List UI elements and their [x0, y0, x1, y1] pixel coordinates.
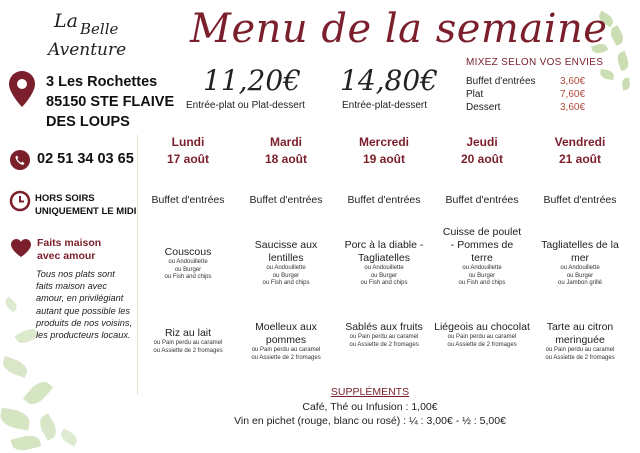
dessert-option: ou Pain perdu au caramel — [447, 334, 517, 340]
day-name: Vendredi — [554, 135, 606, 149]
dessert-option: ou Assiette de 2 fromages — [349, 341, 419, 348]
mix-item-name: Plat — [466, 89, 484, 100]
dessert-option: ou Assiette de 2 fromages — [545, 354, 615, 361]
main-option: ou Fish and chips — [164, 274, 212, 280]
dessert-dish: Tarte au citron meringuée — [546, 321, 614, 346]
day-date: 17 août — [166, 152, 209, 166]
main-option: ou Andouillette — [266, 265, 306, 271]
mix-item-price: 3,60€ — [560, 76, 586, 87]
price-formula-1: 11,20€ — [203, 64, 301, 97]
day-header-lundi — [140, 134, 236, 168]
hours-line2: UNIQUEMENT LE MIDI — [35, 206, 137, 217]
dessert-option: ou Pain perdu au caramel — [251, 347, 321, 353]
main-dish: Porc à la diable - Tagliatelles — [344, 239, 424, 264]
logo-line2: Belle — [80, 20, 119, 38]
column-divider — [137, 135, 138, 395]
homemade-title-line2: avec amour — [37, 250, 96, 262]
location-pin-icon — [8, 70, 36, 108]
dessert-vendredi — [532, 321, 628, 362]
day-date: 20 août — [460, 152, 503, 166]
main-dish: Couscous — [164, 246, 212, 258]
mix-item-price: 3,60€ — [560, 102, 586, 113]
day-date: 19 août — [362, 152, 405, 166]
opening-hours — [35, 192, 136, 218]
main-option: ou Andouillette — [462, 265, 502, 271]
clock-icon — [9, 190, 31, 212]
dessert-dish: Liégeois au chocolat — [434, 321, 530, 333]
dessert-mardi — [238, 321, 334, 362]
mix-title: MIXEZ SELON VOS ENVIES — [466, 57, 604, 68]
dessert-option: ou Pain perdu au caramel — [349, 334, 419, 340]
day-date: 18 août — [264, 152, 307, 166]
main-vendredi — [532, 239, 628, 288]
dessert-dish: Sablés aux fruits — [345, 321, 423, 333]
main-option: ou Fish and chips — [458, 280, 506, 286]
page-title: Menu de la semaine — [190, 6, 608, 52]
day-header-mercredi — [336, 134, 432, 168]
phone-number[interactable]: 02 51 34 03 65 — [37, 151, 134, 167]
main-option: ou Fish and chips — [360, 280, 408, 286]
homemade-text: Tous nos plats sont faits maison avec amour, en privilégiant autant que possible les produits de nos voisins, les producteurs locaux. — [36, 269, 133, 341]
phone-icon — [10, 150, 30, 170]
dessert-option: ou Assiette de 2 fromages — [153, 347, 223, 354]
dessert-dish: Riz au lait — [164, 327, 212, 339]
day-header-mardi — [238, 134, 334, 168]
supplement-line: Café, Thé ou Infusion : 1,00€ — [302, 401, 438, 413]
address-line2: 85150 STE FLAIVE — [46, 94, 175, 110]
price-formula-2-label: Entrée-plat-dessert — [342, 100, 428, 111]
supplements-title: SUPPLÉMENTS — [330, 386, 410, 398]
supplement-line: Vin en pichet (rouge, blanc ou rosé) : ¼ : 3,00€ - ½ : 5,00€ — [234, 415, 506, 427]
starter-mercredi: Buffet d'entrées — [347, 194, 421, 206]
dessert-option: ou Assiette de 2 fromages — [447, 341, 517, 348]
day-date: 21 août — [558, 152, 601, 166]
main-option: ou Andouillette — [560, 265, 600, 271]
main-option: ou Andouillette — [364, 265, 404, 271]
starter-jeudi: Buffet d'entrées — [445, 194, 519, 206]
main-dish: Saucisse aux lentilles — [254, 239, 318, 264]
dessert-option: ou Assiette de 2 fromages — [251, 354, 321, 361]
dessert-mercredi — [336, 321, 432, 349]
logo-line3: Aventure — [48, 40, 127, 60]
starter-lundi: Buffet d'entrées — [151, 194, 225, 206]
logo-line1: La — [54, 10, 78, 32]
main-option: ou Andouillette — [168, 259, 208, 265]
main-mercredi — [336, 239, 432, 288]
main-option: ou Burger — [370, 272, 398, 279]
main-mardi — [238, 239, 334, 288]
day-header-jeudi — [434, 134, 530, 168]
dessert-dish: Moelleux aux pommes — [255, 321, 317, 346]
dessert-lundi — [140, 327, 236, 355]
hours-line1: HORS SOIRS — [35, 193, 95, 204]
mix-item-price: 7,60€ — [560, 89, 586, 100]
starter-mardi: Buffet d'entrées — [249, 194, 323, 206]
dessert-jeudi — [434, 321, 530, 349]
main-option: ou Burger — [272, 272, 300, 279]
day-header-vendredi — [532, 134, 628, 168]
address-line3: DES LOUPS — [46, 114, 130, 130]
mix-item-name: Dessert — [466, 102, 501, 113]
day-name: Jeudi — [466, 135, 498, 149]
main-lundi — [140, 246, 236, 282]
address-line1: 3 Les Rochettes — [46, 74, 158, 90]
day-name: Lundi — [171, 135, 205, 149]
price-formula-1-label: Entrée-plat ou Plat-dessert — [186, 100, 305, 111]
main-dish: Tagliatelles de la mer — [541, 239, 619, 264]
mix-item-name: Buffet d'entrées — [466, 76, 536, 87]
dessert-option: ou Pain perdu au caramel — [545, 347, 615, 353]
day-name: Mercredi — [358, 135, 410, 149]
price-formula-2: 14,80€ — [340, 64, 438, 97]
logo — [40, 8, 140, 64]
main-jeudi — [440, 226, 524, 288]
main-option: ou Burger — [566, 272, 594, 279]
starter-vendredi: Buffet d'entrées — [543, 194, 617, 206]
homemade-title — [37, 237, 101, 263]
main-option: ou Burger — [174, 266, 202, 273]
heart-icon — [10, 238, 32, 258]
dessert-option: ou Pain perdu au caramel — [153, 340, 223, 346]
homemade-title-line1: Faits maison — [37, 237, 102, 249]
day-name: Mardi — [269, 135, 302, 149]
main-dish: Cuisse de poulet - Pommes de terre — [442, 226, 522, 264]
main-option: ou Burger — [468, 272, 496, 279]
main-option: ou Fish and chips — [262, 280, 310, 286]
address — [46, 72, 174, 132]
main-option: ou Jambon grillé — [557, 280, 603, 286]
